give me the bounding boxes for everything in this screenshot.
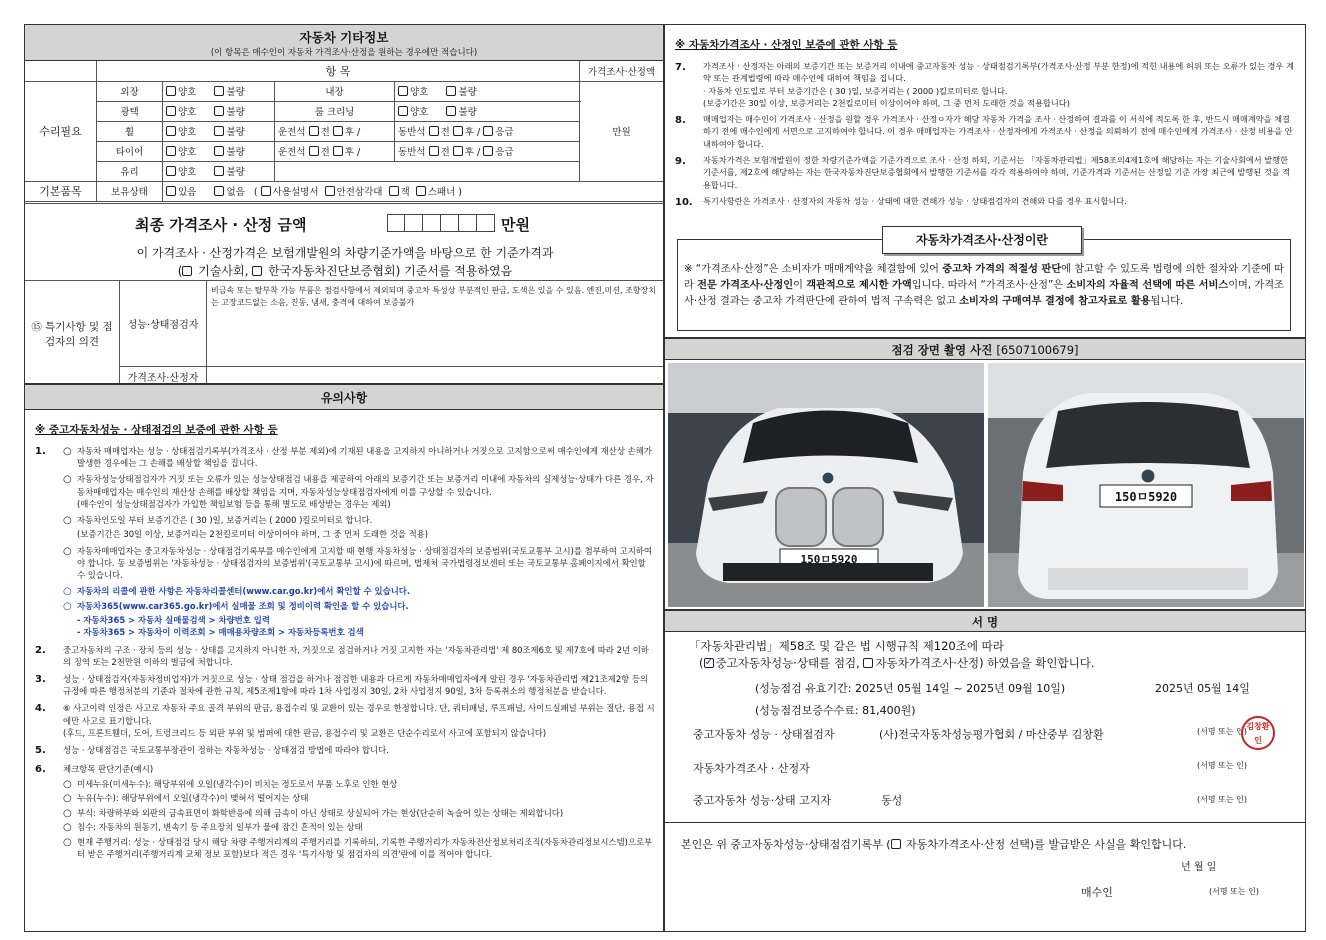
interior-options[interactable]: 양호 불량 <box>395 81 580 101</box>
repair-label: 수리필요 <box>25 81 97 181</box>
row-tire-label: 타이어 <box>97 141 163 161</box>
other-info-title: 자동차 기타정보 <box>299 30 389 45</box>
notice-title: 유의사항 <box>25 384 663 410</box>
notifier-label: 중고자동차 성능·상태 고지자 <box>693 794 832 807</box>
price-unit: 만원 <box>580 81 664 181</box>
repair-table <box>24 61 664 202</box>
signature-options: (✓ 중고자동차성능·상태를 점검, 자동차가격조사·산정) 하였음을 확인합니다. <box>699 655 1095 671</box>
basic-label: 기본품목 <box>25 181 97 201</box>
rear-car-photo <box>988 363 1304 607</box>
price-guarantee-panel <box>664 24 1306 338</box>
inspector-seal: 김창환인 <box>1241 716 1275 750</box>
price-info-box-title: 자동차가격조사·산정이란 <box>882 226 1082 254</box>
row-exterior-label: 외장 <box>97 81 163 101</box>
inspector-opinion-text: 비금속 또는 탈부착 가능 부품은 점검사항에서 제외되며 중고차 특성상 부분적인 판금, 도색은 있을 수 있음. 엔진,미션, 조향장치는 고장코드없는 소음, 진동, 냄새, 충격에 대하여 보증불가 <box>211 286 656 307</box>
col-price-header: 가격조사·산정액 <box>580 61 664 81</box>
final-price-desc2: ( 기술사회, 한국자동차진단보증협회) 기준서를 적용하였음 <box>177 264 513 278</box>
wheel-passenger[interactable]: 동반석 전 후 / 응급 <box>395 121 580 141</box>
special-notes-section <box>25 280 664 384</box>
price-checker-label: 자동차가격조사 · 산정자 <box>693 762 810 775</box>
inspector-name: (사)전국자동차성능평가협회 / 마산중부 김창환 <box>879 728 1104 741</box>
inspector-sign-hint: (서명 또는 인) <box>1197 727 1247 736</box>
final-price-unit: 만원 <box>501 216 530 234</box>
receipt-text: 본인은 위 중고자동차성능·상태점검기록부 ( 자동차가격조사·산정 선택)를 발급받은 사실을 확인합니다. <box>681 838 1187 851</box>
glass-options[interactable]: 양호 불량 <box>163 161 275 181</box>
tire-options[interactable]: 양호 불량 <box>163 141 275 161</box>
guarantee-item-9: 9. 자동차가격은 보험개발원이 정한 차량기준가액을 기준가격으로 조사 · 산정 하되, 기준서는 「자동차관리법」제58조의4제1호에 해당하는 자는 기술사회에서 발행한 기준서를, 제2호에 해당하는 자는 한국자동차진단보증협회에서 발행한 기준서를 각각 적용하여야 하며, 기준가격과 기준서는 산정일 기준 가장 최근에 발행된 것을 적용합니다. <box>675 155 1291 190</box>
final-price-title: 최종 가격조사 · 산정 금액 <box>135 216 307 234</box>
performance-check-checkbox[interactable] <box>704 658 714 668</box>
other-info-panel <box>24 24 664 384</box>
recall-link-text: 자동차의 리콜에 관한 사항은 자동차리콜센터(www.car.go.kr)에서 확인할 수 있습니다. <box>77 586 411 597</box>
row-wheel-label: 휠 <box>97 121 163 141</box>
receipt-price-checkbox[interactable] <box>891 839 901 849</box>
notice-item-5: 5. 성능 · 상태점검은 국토교통부장관이 정하는 자동차성능 · 상태점검 방법에 따라야 합니다. <box>35 744 389 756</box>
tire-driver[interactable]: 운전석 전 후 / <box>275 141 395 161</box>
notifier-name: 동성 <box>881 794 903 807</box>
photo-title: 점검 장면 촬영 사진 <box>891 343 993 357</box>
price-check-checkbox[interactable] <box>863 658 873 668</box>
gloss-options[interactable]: 양호 불량 <box>163 101 275 121</box>
front-plate: 150ㅁ5920 <box>800 553 858 566</box>
valid-period: (성능점검 유효기간: 2025년 05월 14일 ~ 2025년 09월 10일) <box>755 682 1066 695</box>
exterior-options[interactable]: 양호 불량 <box>163 81 275 101</box>
notice-item-2: 2. 중고자동차의 구조 · 장치 등의 성능 · 상태를 고지하지 아니한 자, 거짓으로 점검하거나 거짓 고지한 자는 '자동차관리법' 제 80조제6호 및 제7호에 따라 2년 이하의 징역 또는 2천만원 이하의 벌금에 처합니다. <box>35 644 649 667</box>
guarantee-item-10: 10. 특기사항란은 가격조사 · 산정자의 자동차 성능 · 상태에 대한 견해가 성능 · 상태점검자의 견해와 다를 경우 표시합니다. <box>675 195 1127 208</box>
wheel-options[interactable]: 양호 불량 <box>163 121 275 141</box>
price-checker-opinion-label: 가격조사·산정자 <box>120 366 207 384</box>
guarantee-item-7: 7. 가격조사 · 산정자는 아래의 보증기간 또는 보증거리 이내에 중고자동차 성능 · 상태점검기록부(가격조사·산정 부분 한정)에 적힌 내용에 허위 또는 오류가 있는 경우 계약 또는 관계법령에 따라 매수인에 대하여 책임을 집니다. · 자동차 인도일로 부터 보증기간은 ( 30 )일, 보증거리는 ( 2000 )킬로미터로 합니다. (보증기간은 30일 이상, 보증거리는 2천킬로미터 이상이어야 하며, 그 중 먼저 도래한 것을 적용합니다) <box>675 61 1294 108</box>
col-item-header: 항 목 <box>97 61 580 81</box>
own-status-label: 보유상태 <box>97 181 163 201</box>
price-guarantee-title: ※ 자동차가격조사 · 산정인 보증에 관한 사항 등 <box>675 39 898 51</box>
buyer-label: 매수인 <box>1081 886 1113 899</box>
inspector-opinion-label: 성능·상태점검자 <box>120 281 207 366</box>
final-price-desc1: 이 가격조사 · 산정가격은 보험개발원의 차량기준가액을 바탕으로 한 기준가격과 <box>136 246 554 260</box>
signature-panel <box>664 610 1306 932</box>
signature-date: 2025년 05월 14일 <box>1155 682 1250 695</box>
row-interior-label: 내장 <box>275 81 395 101</box>
special-label: ⑮ 특기사항 및 점검자의 의견 <box>25 281 120 384</box>
basic-options[interactable]: 있음 없음 ( 사용설명서 안전삼각대 잭 스패너 ) <box>163 181 664 201</box>
rear-plate: 150ㅁ5920 <box>1114 490 1178 504</box>
price-checker-sign-hint: (서명 또는 인) <box>1197 761 1247 770</box>
signature-law: 「자동차관리법」제58조 및 같은 법 시행규칙 제120조에 따라 <box>689 639 1004 653</box>
guarantee-fee: (성능점검보증수수료: 81,400원) <box>755 704 916 717</box>
notice-section-title: ※ 중고자동차성능 · 상태점검의 보증에 관한 사항 등 <box>35 424 278 436</box>
front-car-photo <box>668 363 984 607</box>
other-info-subtitle: (이 항목은 매수인이 자동차 가격조사·산정을 원하는 경우에만 적습니다) <box>210 48 478 58</box>
other-info-header <box>25 25 663 61</box>
photo-panel <box>664 338 1306 610</box>
signature-title: 서 명 <box>665 610 1305 632</box>
tire-passenger[interactable]: 동반석 전 후 / 응급 <box>395 141 580 161</box>
wheel-driver[interactable]: 운전석 전 후 / <box>275 121 395 141</box>
row-roomclean-label: 룸 크리닝 <box>275 101 395 121</box>
notifier-sign-hint: (서명 또는 인) <box>1197 795 1247 804</box>
photo-code: [6507100679] <box>996 343 1079 357</box>
row-gloss-label: 광택 <box>97 101 163 121</box>
notice-item-1: 1. ○ 자동차 매매업자는 성능 · 상태점검기록부(가격조사 · 산정 부분 제외)에 기재된 내용을 고지하지 아니하거나 거짓으로 고지함으로써 매수인에게 재산상 손해가 발생한 경우에는 그 손해를 배상할 책임을 집니다. ○ 자동차성능상태점검자가 거짓 또는 오류가 있는 성능상태점검 내용을 제공하여 아래의 보증기간 또는 보증거리 이내에 자동차의 실제성능·상태가 다른 경우, 자동차매매업자는 매수인의 재산상 손해를 배상할 책임을 지며, 자동차성능상태점검자에게 이를 구상할 수 있습니다. (매수인이 성능상태점검자가 가입한 책임보험 등을 통해 별도로 배상받는 경우는 제외) ○ 자동차인도일 부터 보증기간은 ( 30 )일, 보증거리는 ( 2000 )킬로미터로 합니다. (보증기간은 30일 이상, 보증거리는 2천킬로미터 이상이어야 하며, 그 중 먼저 도래한 것을 적용) ○ 자동차매매업자는 중고자동차성능 · 상태점검기록부를 매수인에게 고지할 때 현행 자동차성능 · 상태점검자의 보증범위(국토교통부 고시)를 첨부하여 고지하여야 합니다. 동 보증범위는 '자동차성능 · 상태점검자의 보증범위'(국토교통부 고시)에 따르며, 법제처 국가법령정보센터 또는 국토교통부 홈페이지에서 확인할 수 있습니다. ○ 자동차의 리콜에 관한 사항은 자동차리콜센터(www.car.go.kr)에서 확인할 수 있습니다. ○ 자동차365(www.car365.go.kr)에서 실매물 조회 및 정비이력 확인을 할 수 있습니다. - 자동차365 > 자동차 실매물검색 > 차량번호 입력 - 자동차365 > 자동차이 이력조회 > 매매용차량조회 > 자동차등록번호 검색 <box>35 446 654 638</box>
guarantee-item-8: 8. 매매업자는 매수인이 가격조사 · 산정을 원할 경우 가격조사 · 산정ㅇ자가 해당 자동차 가격을 조사 · 산정하여 결과를 이 서식에 적도록 한 후, 반드시 매매계약을 체결하기 전에 매수인에게 서면으로 고지하여야 합니다. 이 경우 매매업자는 가격조사 · 산정자에게 가격조사 · 산정을 의뢰하기 전에 매수인에게 가격조사 · 산정 비용을 안내하여야 합니다. <box>675 114 1293 149</box>
price-info-box <box>677 233 1291 331</box>
notice-item-4: 4. ⑥ 사고이력 인정은 사고로 자동차 주요 골격 부위의 판금, 용접수리 및 교환이 있는 경우로 한정합니다. 단, 쿼터패널, 루프패널, 사이드실패널 부위는 절단, 용접 시에만 사고로 표기합니다. (후드, 프론트휀더, 도어, 트렁크리드 등 외판 부위 및 범퍼에 대한 판금, 용접수리 및 교환은 단순수리로서 사고에 포함되지 않습니다) <box>35 703 655 738</box>
photo-header <box>665 338 1305 360</box>
buyer-sign-hint: (서명 또는 인) <box>1209 887 1259 896</box>
price-info-box-text: ※ “가격조사·산정”은 소비자가 매매계약을 체결함에 있어 중고차 가격의 적절성 판단에 참고할 수 있도록 법령에 의한 절차와 기준에 따라 전문 가격조사·산정인이 객관적으로 제시한 가액입니다. 따라서 “가격조사·산정”은 소비자의 자율적 선택에 따른 서비스이며, 가격조사·산정 결과는 중고차 가격판단에 관하여 법적 구속력은 없고 소비자의 구매여부 결정에 참고자료로 활용됩니다. <box>684 264 1284 307</box>
notice-panel <box>24 384 664 932</box>
notice-item-6: 6. 체크항목 판단기준(예시) ○ 미세누유(미세누수): 해당부위에 오일(냉각수)이 비치는 정도로서 부품 노후로 인한 현상 ○ 누유(누수): 해당부위에서 오일(냉각수)이 맺혀서 떨어지는 상태 ○ 부식: 차량하부와 외판의 금속표면이 화학반응에 의해 금속이 아닌 상태로 상실되어 가는 현상(단순히 녹슬어 있는 상태는 제외합니다) ○ 침수: 자동차의 원동기, 변속기 등 주요장치 일부가 물에 잠긴 흔적이 있는 상태 ○ 현재 주행거리: 성능 · 상태점검 당시 해당 차량 주행거리계의 주행거리를 기록하되, 기록한 주행거리가 자동차전산정보처리조직(자동차관리정보시스템)으로부터 받은 주행거리(주행거리계 교체 정보 포함)보다 적은 경우 '특기사항 및 점검자의 의견'란에 이를 적어야 합니다. <box>35 764 653 859</box>
inspector-label: 중고자동차 성능 · 상태점검자 <box>693 728 835 741</box>
receipt-date: 년 월 일 <box>1181 862 1217 873</box>
row-glass-label: 유리 <box>97 161 163 181</box>
car365-link-text: 자동차365(www.car365.go.kr)에서 실매물 조회 및 정비이력 확인을 할 수 있습니다. <box>77 600 409 611</box>
notice-item-3: 3. 성능 · 상태점검자(자동차정비업자)가 거짓으로 성능 · 상태 점검을 하거나 점검한 내용과 다르게 자동차매매업자에게 알린 경우 '자동차관리법 제21조제2항 등의 규정에 따른 행정처분의 기준과 절차에 관한 규칙, 제5조제1항에 따라 1차 사업정지 30일, 2차 사업정지 90일, 3차 등록취소의 행정처분을 받습니다. <box>35 673 649 697</box>
final-price-boxes[interactable] <box>387 214 495 232</box>
roomclean-options[interactable]: 양호 불량 <box>395 101 580 121</box>
